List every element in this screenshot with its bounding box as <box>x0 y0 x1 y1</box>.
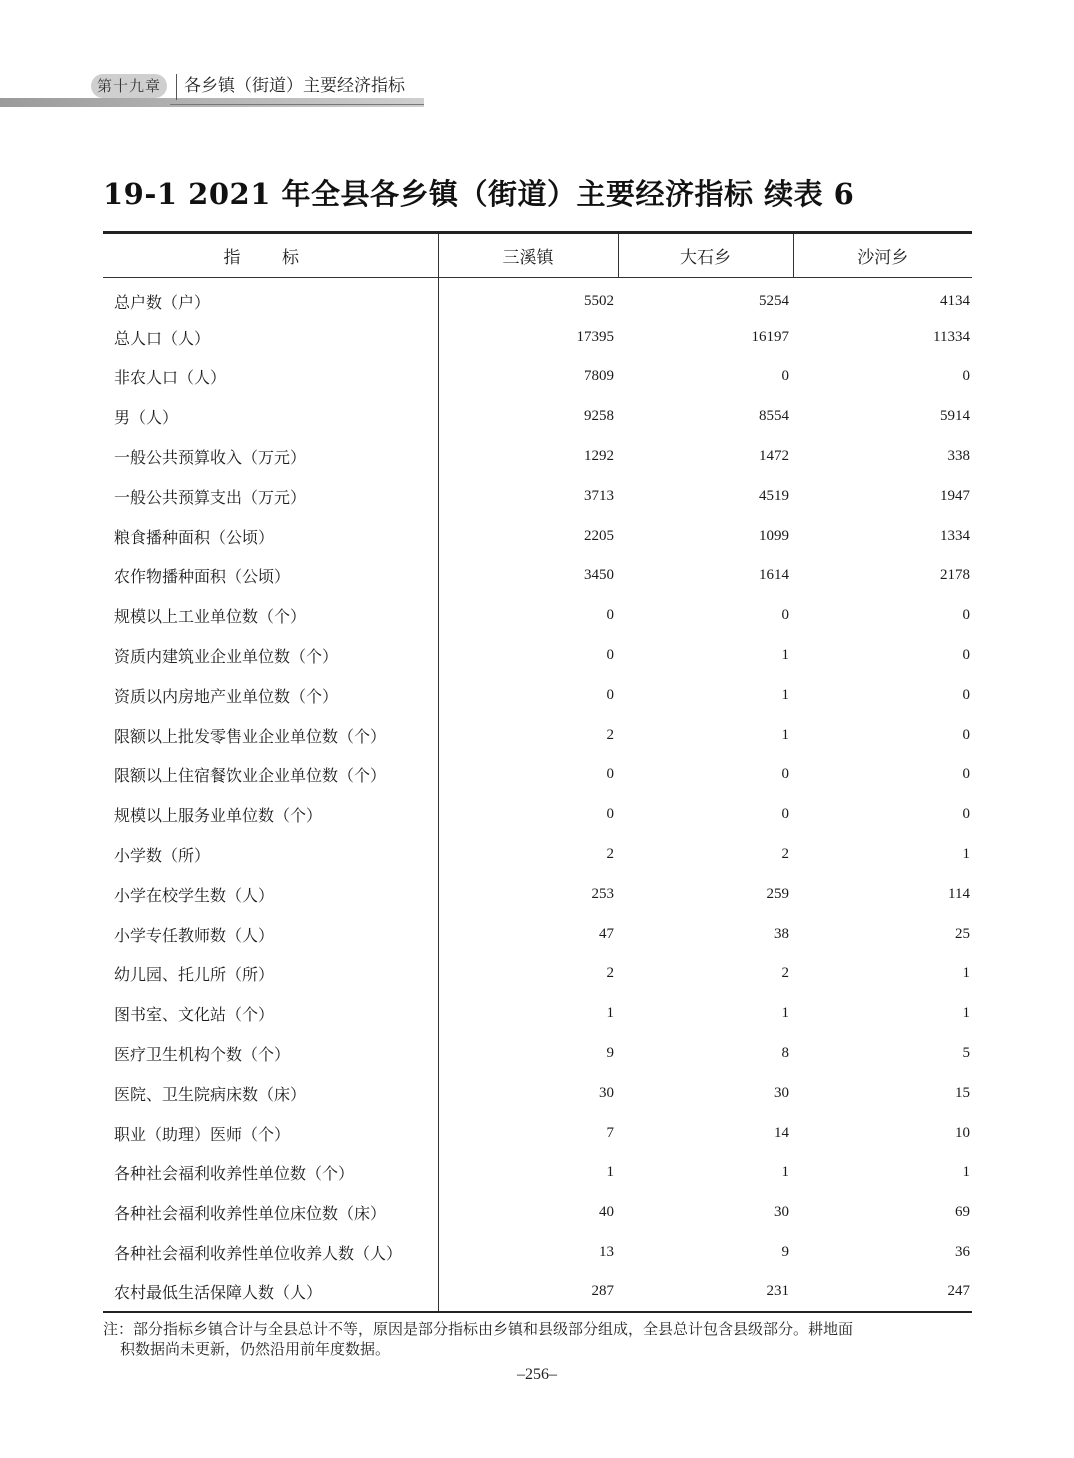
row-label: 农村最低生活保障人数（人） <box>103 1272 438 1312</box>
table-row <box>103 954 972 994</box>
row-label: 限额以上住宿餐饮业企业单位数（个） <box>103 755 438 795</box>
cell-value: 5914 <box>940 408 970 425</box>
table-body <box>103 278 972 1313</box>
header-bar <box>0 98 424 107</box>
cell-value: 1099 <box>759 527 789 544</box>
column-header-indicator: 指 标 <box>103 233 438 278</box>
cell-value: 5 <box>962 1045 970 1062</box>
cell-value: 0 <box>606 607 614 624</box>
cell-value: 0 <box>781 806 789 823</box>
cell-value: 114 <box>948 885 970 902</box>
row-label: 一般公共预算支出（万元） <box>103 476 438 516</box>
table-row <box>103 835 972 875</box>
table-row <box>103 1272 972 1312</box>
row-label: 医疗卫生机构个数（个） <box>103 1034 438 1074</box>
cell-value: 1472 <box>759 448 789 465</box>
cell-value: 47 <box>599 925 614 942</box>
row-label: 总户数（户） <box>103 278 438 318</box>
indicator-table <box>103 231 972 1313</box>
table-row <box>103 278 972 318</box>
cell-value: 3450 <box>584 567 614 584</box>
table-row <box>103 1113 972 1153</box>
cell-value: 0 <box>962 368 970 385</box>
cell-value: 1 <box>781 1164 789 1181</box>
header-rule <box>170 104 424 105</box>
table-row <box>103 755 972 795</box>
cell-value: 4519 <box>759 487 789 504</box>
cell-value: 2 <box>606 846 614 863</box>
table-row <box>103 994 972 1034</box>
cell-value: 7809 <box>584 368 614 385</box>
row-label: 一般公共预算收入（万元） <box>103 437 438 477</box>
table-row <box>103 1153 972 1193</box>
cell-value: 17395 <box>576 328 614 345</box>
row-label: 图书室、文化站（个） <box>103 994 438 1034</box>
row-label: 规模以上工业单位数（个） <box>103 596 438 636</box>
cell-value: 2 <box>781 965 789 982</box>
table-row <box>103 1193 972 1233</box>
cell-value: 8 <box>781 1045 789 1062</box>
cell-value: 2205 <box>584 527 614 544</box>
row-label: 资质以内房地产业单位数（个） <box>103 675 438 715</box>
page-title: 19-1 2021 年全县各乡镇（街道）主要经济指标 续表 6 <box>103 177 855 211</box>
cell-value: 7 <box>606 1124 614 1141</box>
cell-value: 5502 <box>584 293 614 310</box>
cell-value: 338 <box>947 448 970 465</box>
running-header <box>0 60 1074 110</box>
header-title: 各乡镇（街道）主要经济指标 <box>184 76 405 96</box>
cell-value: 0 <box>606 647 614 664</box>
cell-value: 0 <box>962 647 970 664</box>
row-label: 幼儿园、托儿所（所） <box>103 954 438 994</box>
table-row <box>103 476 972 516</box>
cell-value: 0 <box>781 368 789 385</box>
row-label: 农作物播种面积（公顷） <box>103 556 438 596</box>
cell-value: 1 <box>962 846 970 863</box>
cell-value: 0 <box>781 607 789 624</box>
row-label: 各种社会福利收养性单位收养人数（人） <box>103 1233 438 1273</box>
cell-value: 2 <box>781 846 789 863</box>
cell-value: 2 <box>606 965 614 982</box>
row-label: 男（人） <box>103 397 438 437</box>
cell-value: 253 <box>591 885 614 902</box>
row-label: 粮食播种面积（公顷） <box>103 516 438 556</box>
row-label: 职业（助理）医师（个） <box>103 1113 438 1153</box>
cell-value: 1 <box>781 647 789 664</box>
cell-value: 0 <box>962 806 970 823</box>
table-row <box>103 556 972 596</box>
cell-value: 1 <box>962 1164 970 1181</box>
cell-value: 1 <box>606 1164 614 1181</box>
cell-value: 1614 <box>759 567 789 584</box>
cell-value: 0 <box>606 686 614 703</box>
cell-value: 30 <box>774 1204 789 1221</box>
cell-value: 0 <box>606 766 614 783</box>
table-header-row <box>103 233 972 278</box>
cell-value: 247 <box>793 1272 972 1312</box>
cell-value: 36 <box>955 1244 970 1261</box>
row-label: 小学数（所） <box>103 835 438 875</box>
table-row <box>103 1233 972 1273</box>
cell-value: 1 <box>962 1005 970 1022</box>
table-row <box>103 397 972 437</box>
cell-value: 287 <box>438 1272 618 1312</box>
cell-value: 16197 <box>751 328 789 345</box>
table-row <box>103 516 972 556</box>
row-label: 规模以上服务业单位数（个） <box>103 795 438 835</box>
cell-value: 30 <box>599 1084 614 1101</box>
table-row <box>103 914 972 954</box>
column-header-shahe: 沙河乡 <box>793 233 972 278</box>
cell-value: 0 <box>606 806 614 823</box>
cell-value: 4134 <box>940 293 970 310</box>
row-label: 各种社会福利收养性单位床位数（床） <box>103 1193 438 1233</box>
cell-value: 0 <box>962 686 970 703</box>
row-label: 各种社会福利收养性单位数（个） <box>103 1153 438 1193</box>
table-row <box>103 636 972 676</box>
row-label: 小学专任教师数（人） <box>103 914 438 954</box>
footnote-line-1: 注：部分指标乡镇合计与全县总计不等，原因是部分指标由乡镇和县级部分组成，全县总计包含县级部分。耕地面 <box>103 1320 854 1338</box>
row-label: 非农人口（人） <box>103 357 438 397</box>
column-header-sanxi: 三溪镇 <box>438 233 618 278</box>
row-label: 医院、卫生院病床数（床） <box>103 1073 438 1113</box>
cell-value: 259 <box>766 885 789 902</box>
chapter-badge: 第十九章 <box>91 74 167 98</box>
row-label: 限额以上批发零售业企业单位数（个） <box>103 715 438 755</box>
row-label: 总人口（人） <box>103 317 438 357</box>
cell-value: 1947 <box>940 487 970 504</box>
cell-value: 11334 <box>933 328 970 345</box>
table-row <box>103 1073 972 1113</box>
cell-value: 40 <box>599 1204 614 1221</box>
cell-value: 1 <box>606 1005 614 1022</box>
page-number: –256– <box>517 1366 557 1383</box>
cell-value: 1 <box>781 686 789 703</box>
table-row <box>103 357 972 397</box>
footnote <box>103 1319 975 1359</box>
cell-value: 8554 <box>759 408 789 425</box>
cell-value: 9 <box>781 1244 789 1261</box>
row-label: 资质内建筑业企业单位数（个） <box>103 636 438 676</box>
cell-value: 0 <box>962 607 970 624</box>
cell-value: 38 <box>774 925 789 942</box>
table-row <box>103 596 972 636</box>
header-separator <box>176 74 177 100</box>
cell-value: 1 <box>781 1005 789 1022</box>
cell-value: 0 <box>781 766 789 783</box>
cell-value: 1334 <box>940 527 970 544</box>
table-row <box>103 715 972 755</box>
cell-value: 25 <box>955 925 970 942</box>
cell-value: 3713 <box>584 487 614 504</box>
cell-value: 69 <box>955 1204 970 1221</box>
cell-value: 2 <box>606 726 614 743</box>
table-row <box>103 317 972 357</box>
row-label: 小学在校学生数（人） <box>103 874 438 914</box>
table-row <box>103 1034 972 1074</box>
column-header-dashi: 大石乡 <box>618 233 793 278</box>
cell-value: 1 <box>962 965 970 982</box>
cell-value: 13 <box>599 1244 614 1261</box>
cell-value: 0 <box>962 766 970 783</box>
cell-value: 9258 <box>584 408 614 425</box>
indicator-table-wrap <box>103 231 972 1313</box>
cell-value: 5254 <box>759 293 789 310</box>
table-row <box>103 675 972 715</box>
footnote-line-2: 积数据尚未更新，仍然沿用前年度数据。 <box>120 1340 391 1358</box>
table-row <box>103 437 972 477</box>
cell-value: 0 <box>962 726 970 743</box>
cell-value: 14 <box>774 1124 789 1141</box>
cell-value: 10 <box>955 1124 970 1141</box>
cell-value: 231 <box>618 1272 793 1312</box>
cell-value: 30 <box>774 1084 789 1101</box>
cell-value: 1292 <box>584 448 614 465</box>
cell-value: 15 <box>955 1084 970 1101</box>
table-row <box>103 795 972 835</box>
cell-value: 9 <box>606 1045 614 1062</box>
table-row <box>103 874 972 914</box>
cell-value: 2178 <box>940 567 970 584</box>
cell-value: 1 <box>781 726 789 743</box>
